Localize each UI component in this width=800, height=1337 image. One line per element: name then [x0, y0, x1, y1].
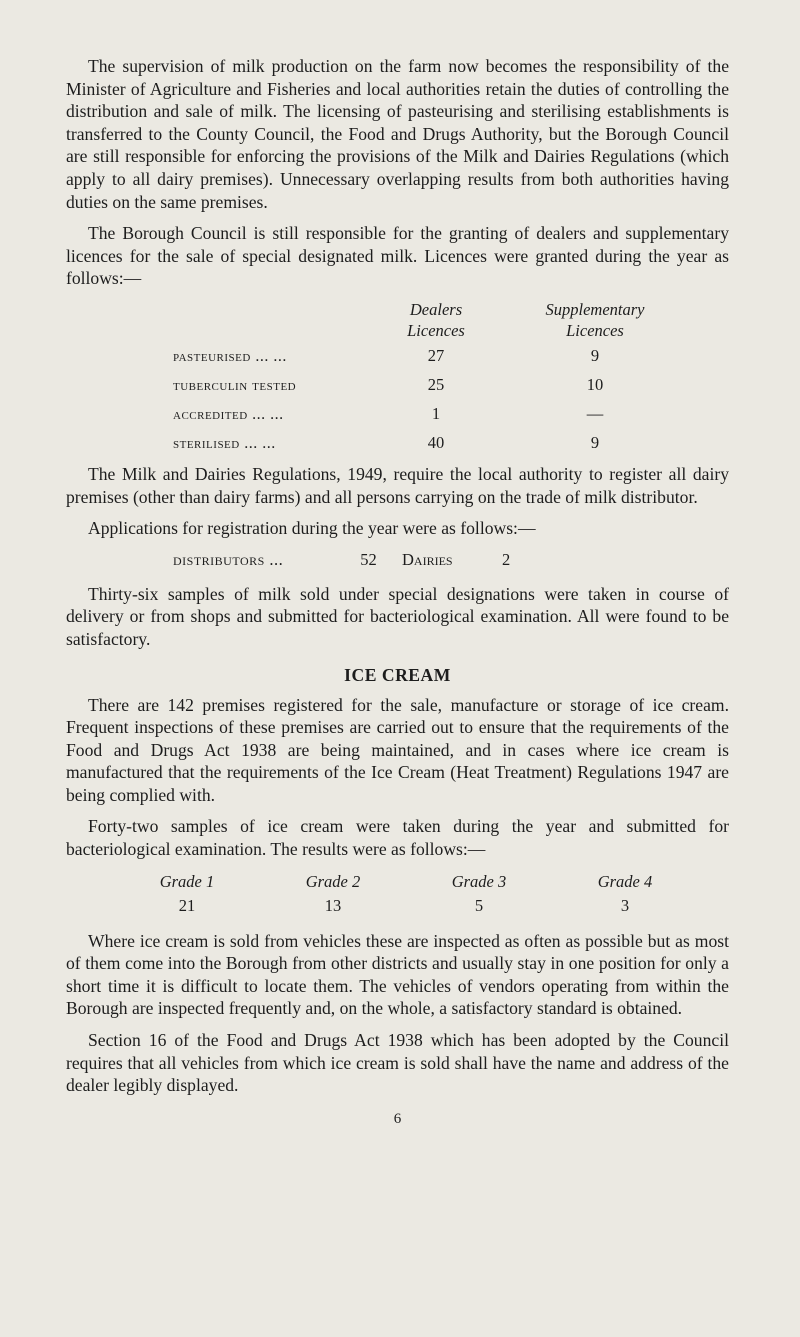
row-label: accredited ... ...	[173, 405, 284, 423]
registration-row	[66, 549, 729, 571]
paragraph-ice-cream-samples: Forty-two samples of ice cream were taken during the year and submitted for bacteriological examination. The results were as follows:—	[66, 816, 729, 860]
paragraph-milk-supervision: The supervision of milk production on the farm now becomes the responsibility of the Minister of Agriculture and Fisheries and local authorities retain the duties of controlling the distribution and sale of milk. The licensing of pasteurising and sterilising establishments is transferred to the County Council, the Food and Drugs Authority, but the Borough Council are still responsible for enforcing the provisions of the Milk and Dairies Regulations (which apply to all dairy premises). Unnecessary overlapping results from both authorities having duties on the same premises.	[66, 56, 729, 212]
grades-values-row	[66, 894, 729, 918]
header-text: Licences	[566, 320, 624, 340]
grade-value: 13	[324, 895, 342, 915]
table-row	[66, 370, 729, 399]
grades-header-row	[66, 870, 729, 894]
document-page	[66, 55, 729, 1128]
dairies-value: 2	[502, 549, 511, 569]
paragraph-section-16: Section 16 of the Food and Drugs Act 1938 which has been adopted by the Council requires that all vehicles from which ice cream is sold shall have the name and address of the dealer legibly displayed.	[66, 1030, 729, 1096]
grade-value: 3	[620, 895, 630, 915]
dealers-value: 27	[427, 345, 445, 365]
supplementary-value: 10	[586, 374, 604, 394]
paragraph-vehicles: Where ice cream is sold from vehicles these are inspected as often as possible but as most of them come into the Borough from other districts and usually stay in one position for only a short time it is difficult to locate them. The vehicles of vendors operating from within the Borough are inspected frequently and, on the whole, a satisfactory standard is obtained.	[66, 930, 729, 1019]
grade-header: Grade 2	[305, 871, 361, 891]
row-label: sterilised ... ...	[173, 434, 276, 452]
table-row	[66, 341, 729, 370]
distributors-label: distributors ...	[173, 549, 284, 569]
licences-table	[66, 299, 729, 457]
row-label: tuberculin tested	[173, 376, 297, 394]
supplementary-value: —	[586, 403, 604, 423]
dairies-label: Dairies	[402, 549, 453, 569]
table-row	[66, 428, 729, 457]
grade-header: Grade 3	[451, 871, 507, 891]
section-heading-ice-cream: ICE CREAM	[344, 664, 451, 685]
paragraph-milk-samples: Thirty-six samples of milk sold under special designations were taken in course of delivery or from shops and submitted for bacteriological examination. All were found to be satisfactory.	[66, 583, 729, 649]
dealers-value: 40	[427, 432, 445, 452]
grade-header: Grade 1	[159, 871, 215, 891]
header-text: Dealers	[409, 299, 463, 319]
header-text: Supplementary	[545, 299, 645, 319]
grade-value: 5	[474, 895, 484, 915]
grades-table	[66, 870, 729, 918]
row-label: pasteurised ... ...	[173, 347, 287, 365]
header-text: Licences	[407, 320, 465, 340]
grade-value: 21	[178, 895, 196, 915]
paragraph-dairy-regulations: The Milk and Dairies Regulations, 1949, require the local authority to register all dairy premises (other than dairy farms) and all persons carrying on the trade of milk distributor.	[66, 463, 729, 507]
supplementary-value: 9	[590, 432, 600, 452]
dealers-licences-header	[392, 299, 480, 341]
page-number: 6	[393, 1110, 402, 1127]
licences-table-header	[66, 299, 729, 341]
paragraph-ice-cream-premises: There are 142 premises registered for the sale, manufacture or storage of ice cream. Frequent inspections of these premises are carried out to ensure that the requirements of the Food and Drugs Act 1938 are being maintained, and in cases where ice cream is manufactured that the requirements of the Ice Cream (Heat Treatment) Regulations 1947 are being complied with.	[66, 694, 729, 805]
dealers-value: 25	[427, 374, 445, 394]
supplementary-value: 9	[590, 345, 600, 365]
dealers-value: 1	[431, 403, 441, 423]
grade-header: Grade 4	[597, 871, 653, 891]
supplementary-licences-header	[520, 299, 670, 341]
distributors-value: 52	[360, 549, 377, 569]
table-row	[66, 399, 729, 428]
paragraph-registration-intro: Applications for registration during the year were as follows:—	[88, 518, 536, 539]
paragraph-licences-intro: The Borough Council is still responsible for the granting of dealers and supplementary licences for the sale of special designated milk. Licences were granted during the year as follows:—	[66, 223, 729, 289]
